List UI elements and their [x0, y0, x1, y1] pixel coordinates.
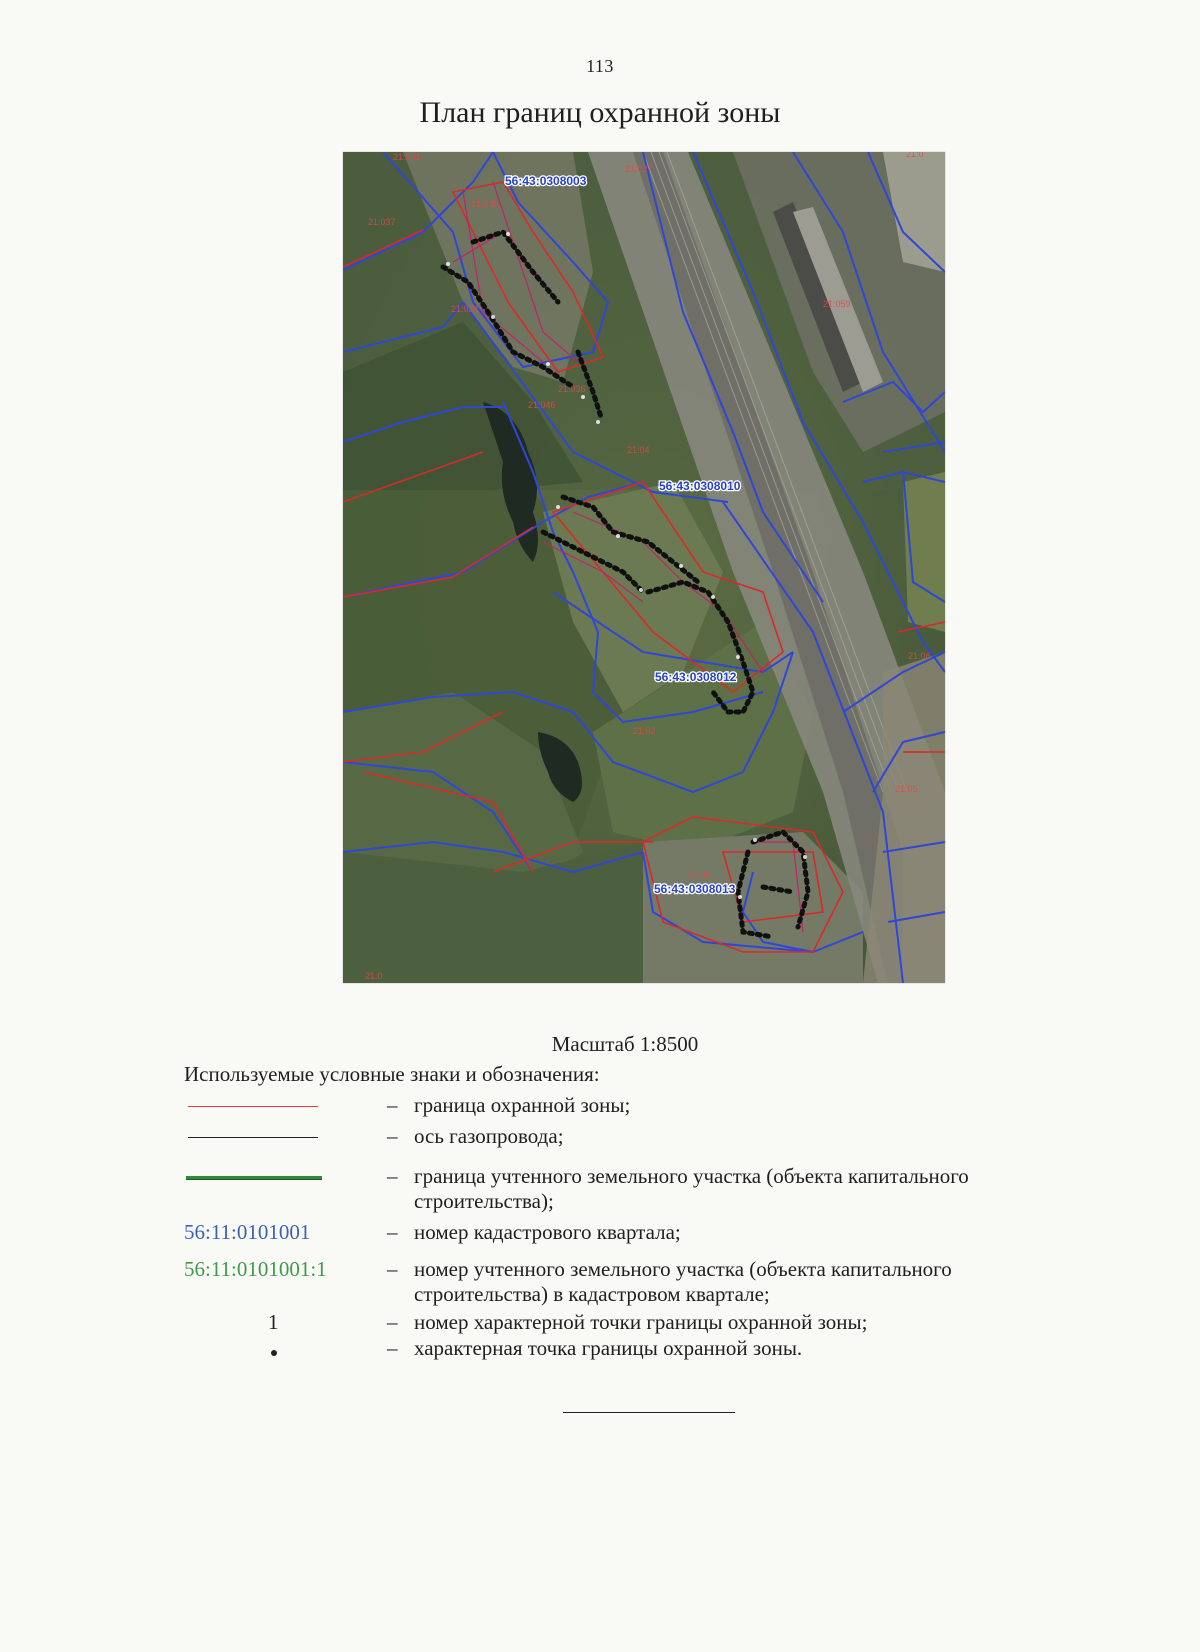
- point-dot-icon: [271, 1350, 277, 1356]
- svg-text:21:027: 21:027: [625, 164, 653, 174]
- green-line-symbol: [186, 1176, 322, 1179]
- svg-text:21:059: 21:059: [823, 299, 851, 309]
- svg-text:21:037: 21:037: [368, 217, 396, 227]
- legend-description: номер учтенного земельного участка (объекта капитального строительства) в кадастровом квартале;: [414, 1257, 952, 1306]
- page-number: 113: [586, 56, 614, 76]
- legend-dash: –: [387, 1257, 398, 1281]
- legend-symbol: [184, 1124, 334, 1149]
- svg-text:21:08: 21:08: [688, 870, 711, 880]
- svg-text:21:036: 21:036: [558, 384, 586, 394]
- black-line-symbol: [188, 1137, 318, 1138]
- legend-description: характерная точка границы охранной зоны.: [414, 1336, 803, 1360]
- page-title: План границ охранной зоны: [419, 96, 781, 129]
- map-quarter-label: 56:43:0308012: [655, 670, 737, 684]
- svg-text:21:046: 21:046: [528, 400, 556, 410]
- legend-symbol: [184, 1093, 334, 1118]
- legend-dash: –: [387, 1093, 398, 1117]
- legend-dash: –: [387, 1164, 398, 1188]
- legend-dash: –: [387, 1220, 398, 1244]
- legend-dash: –: [387, 1310, 398, 1334]
- legend-description: номер характерной точки границы охранной зоны;: [414, 1310, 868, 1334]
- svg-text:21:035: 21:035: [471, 199, 499, 209]
- legend-quarter-code: 56:11:0101001: [184, 1220, 311, 1244]
- map-quarter-label: 56:43:0308010: [659, 479, 741, 493]
- legend-symbol: [184, 1164, 334, 1189]
- legend-point-number: 1: [268, 1310, 279, 1334]
- legend-dash: –: [387, 1124, 398, 1148]
- legend-title: Используемые условные знаки и обозначения:: [184, 1062, 600, 1086]
- svg-text:21:0: 21:0: [365, 971, 383, 981]
- svg-text:21:0: 21:0: [906, 152, 924, 159]
- legend-description: граница охранной зоны;: [414, 1093, 631, 1117]
- svg-text:21:05: 21:05: [895, 784, 918, 794]
- legend-parcel-code: 56:11:0101001:1: [184, 1257, 327, 1281]
- map-quarter-label: 56:43:0308013: [654, 882, 736, 896]
- map-scale: Масштаб 1:8500: [551, 1032, 699, 1056]
- svg-text:21:024: 21:024: [451, 304, 479, 314]
- svg-text:21:06: 21:06: [908, 651, 931, 661]
- map-quarter-label: 56:43:0308003: [505, 174, 587, 188]
- red-line-symbol: [188, 1106, 318, 1107]
- legend-description: ось газопровода;: [414, 1124, 564, 1148]
- legend-dash: –: [387, 1336, 398, 1360]
- satellite-map: [343, 152, 945, 983]
- legend-description: граница учтенного земельного участка (объекта капитального строительства);: [414, 1164, 969, 1213]
- end-divider: [563, 1412, 735, 1413]
- svg-text:21:04: 21:04: [627, 445, 650, 455]
- svg-text:21:001: 21:001: [393, 152, 421, 162]
- svg-text:21:02: 21:02: [633, 726, 656, 736]
- legend-description: номер кадастрового квартала;: [414, 1220, 681, 1244]
